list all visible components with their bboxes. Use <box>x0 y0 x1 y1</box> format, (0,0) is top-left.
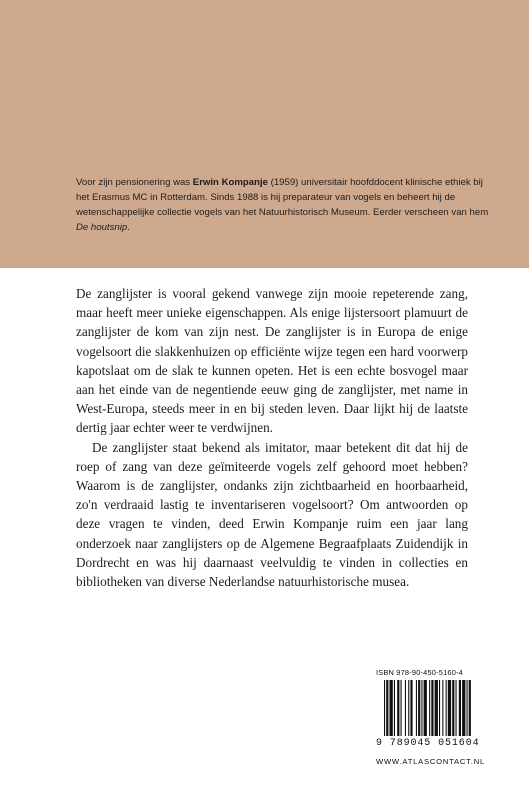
bio-text-1: Voor zijn pensionering was <box>76 177 193 188</box>
barcode-bar <box>421 680 422 736</box>
barcode-bar <box>456 680 457 736</box>
barcode-bar <box>397 680 399 736</box>
barcode-bar <box>405 680 406 736</box>
author-name: Erwin Kompanje <box>192 177 268 188</box>
blurb-paragraph-2: De zanglijster staat bekend als imitator, maar betekent dit dat hij de roep of zang van deze geïmiteerde vogels zelf gehoord moet hebben? Waarom is de zanglijster, ondanks zijn zichtbaarheid en hoorbaarheid, zo'n verdraaid lastig te inventariseren vogelsoort? Om antwoorden op deze vragen te vinden, deed Erwin Kompanje ruim een jaar lang onderzoek naar zanglijsters op de Algemene Begraafplaats Zuidendijk in Dordrecht en was hij daarnaast veelvuldig te vinden in collecties en bibliotheken van diverse Nederlandse natuurhistorische musea. <box>76 439 468 590</box>
barcode-bar <box>442 680 443 736</box>
barcode-bar <box>390 680 393 736</box>
barcode-bar <box>429 680 430 736</box>
book-blurb <box>76 284 468 591</box>
barcode-bar <box>416 680 417 736</box>
barcode-bar <box>394 680 395 736</box>
barcode-bar <box>418 680 420 736</box>
barcode-bar <box>408 680 409 736</box>
bio-text-2: (1959) universitair hoofddocent klinische ethiek bij het Erasmus MC in Rotterdam. Sinds 1988 is hij preparateur van vogels en beheert hij de wetenschappelijke collectie vogels van het Natuurhistorisch Museum. Eerder verscheen van hem <box>76 177 489 218</box>
barcode-bar <box>431 680 433 736</box>
barcode-bar <box>384 680 385 736</box>
barcode-block <box>376 668 516 770</box>
barcode-bar <box>401 680 402 736</box>
barcode-bar <box>462 680 465 736</box>
previous-book-title: De houtsnip <box>76 222 128 233</box>
barcode-bar <box>439 680 440 736</box>
blurb-paragraph-1: De zanglijster is vooral gekend vanwege zijn mooie repeterende zang, maar heeft meer unieke eigenschappen. Als enige lijstersoort plamuurt de zanglijster de kom van zijn nest. De zanglijster is in Europa de enige vogelsoort die slakkenhuizen op efficiënte wijze tegen een hard voorwerp kapotslaat om de slak te kunnen opeten. Het is een echte bosvogel maar aan het einde van de negentiende eeuw ging de zanglijster, met name in West-Europa, steeds meer in en bij steden leven. Daar lijkt hij de laatste dertig jaar echter weer te verdwijnen. <box>76 286 468 436</box>
barcode-bar <box>435 680 438 736</box>
barcode-bar <box>446 680 447 736</box>
bio-text-3: . <box>127 222 130 233</box>
isbn-label: ISBN 978-90-450-5160-4 <box>376 668 463 677</box>
barcode-bar <box>424 680 427 736</box>
publisher-website: WWW.ATLASCONTACT.NL <box>376 757 485 766</box>
barcode-bar <box>469 680 471 736</box>
barcode-bar <box>386 680 388 736</box>
barcode-bar <box>467 680 468 736</box>
barcode-graphic <box>376 680 516 736</box>
barcode-bar <box>459 680 461 736</box>
barcode-bar <box>452 680 454 736</box>
barcode-bar <box>448 680 451 736</box>
barcode-bars <box>376 680 516 736</box>
barcode-digits: 9 789045 051604 <box>376 738 480 749</box>
author-bio <box>76 175 496 235</box>
barcode-bar <box>410 680 412 736</box>
